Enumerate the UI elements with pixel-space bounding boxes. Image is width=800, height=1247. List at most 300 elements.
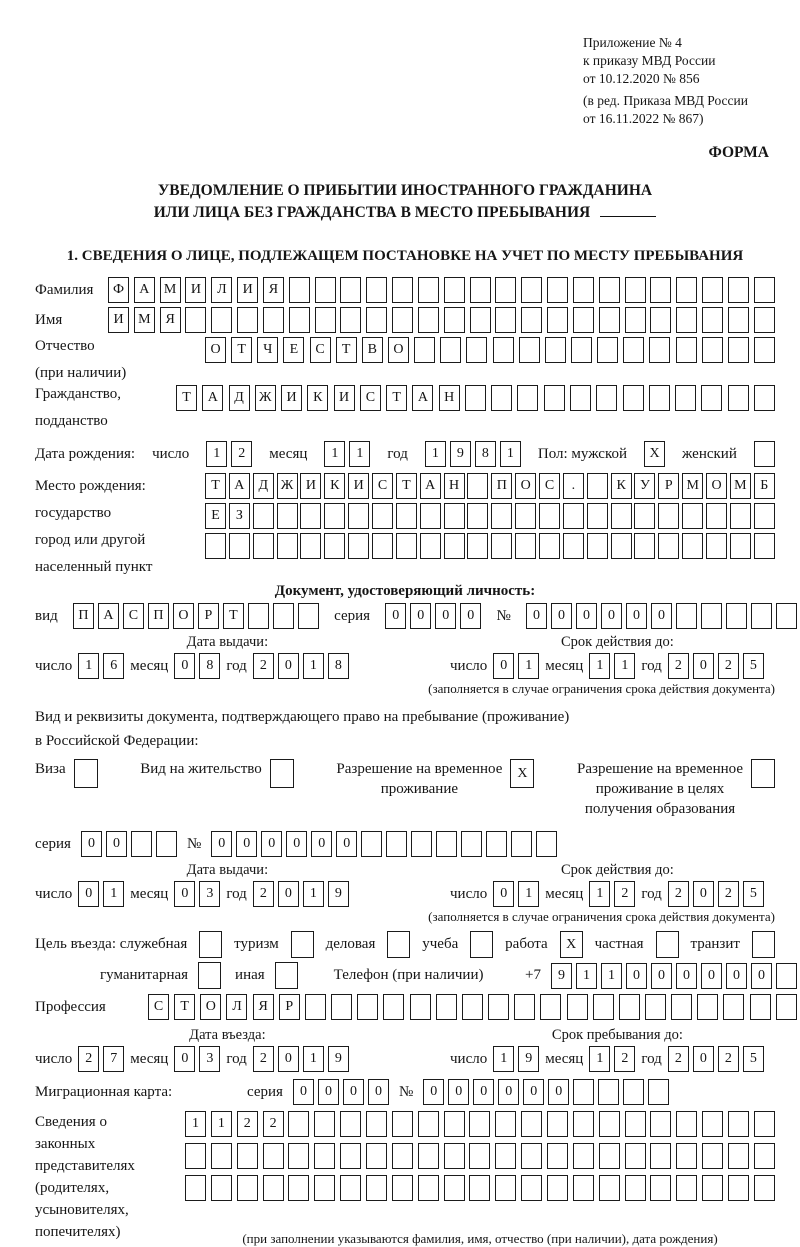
char-box[interactable] (702, 1175, 723, 1201)
char-box[interactable]: 0 (601, 603, 622, 629)
char-box[interactable] (361, 831, 382, 857)
char-box[interactable] (751, 603, 772, 629)
char-box[interactable]: 2 (668, 881, 689, 907)
char-box[interactable]: 0 (336, 831, 357, 857)
char-box[interactable] (776, 963, 797, 989)
char-box[interactable] (198, 962, 221, 989)
char-box[interactable]: 0 (651, 603, 672, 629)
char-box[interactable] (237, 1175, 258, 1201)
char-box[interactable]: Т (386, 385, 407, 411)
char-box[interactable]: М (134, 307, 155, 333)
char-box[interactable]: И (108, 307, 129, 333)
char-box[interactable] (702, 337, 723, 363)
char-box[interactable]: 2 (263, 1111, 284, 1137)
char-box[interactable]: 0 (523, 1079, 544, 1105)
char-box[interactable]: 9 (328, 881, 349, 907)
char-box[interactable] (611, 503, 632, 529)
char-box[interactable] (469, 1175, 490, 1201)
permit-valid-year[interactable] (668, 881, 764, 907)
char-box[interactable]: Д (253, 473, 274, 499)
doc-valid-year[interactable] (668, 653, 764, 679)
checkbox-humanitarian[interactable] (198, 962, 221, 989)
char-box[interactable]: 0 (410, 603, 431, 629)
char-box[interactable] (539, 503, 560, 529)
char-box[interactable]: О (706, 473, 727, 499)
char-box[interactable] (649, 385, 670, 411)
char-box[interactable]: П (491, 473, 512, 499)
char-box[interactable]: О (200, 994, 221, 1020)
char-box[interactable] (495, 277, 516, 303)
char-box[interactable] (598, 1079, 619, 1105)
char-box[interactable] (656, 931, 679, 958)
char-box[interactable] (314, 1175, 335, 1201)
char-box[interactable] (573, 277, 594, 303)
char-box[interactable] (750, 994, 771, 1020)
migration-number-boxes[interactable] (423, 1079, 669, 1105)
char-box[interactable] (495, 1175, 516, 1201)
char-box[interactable]: 0 (174, 653, 195, 679)
char-box[interactable]: 6 (103, 653, 124, 679)
char-box[interactable] (289, 277, 310, 303)
char-box[interactable] (751, 759, 775, 788)
char-box[interactable] (519, 337, 540, 363)
char-box[interactable] (593, 994, 614, 1020)
char-box[interactable] (676, 307, 697, 333)
char-box[interactable] (623, 337, 644, 363)
char-box[interactable]: Л (211, 277, 232, 303)
doc-issue-day[interactable] (78, 653, 124, 679)
char-box[interactable] (587, 503, 608, 529)
char-box[interactable] (444, 277, 465, 303)
char-box[interactable] (386, 831, 407, 857)
char-box[interactable]: 1 (589, 1046, 610, 1072)
birthplace-row3-boxes[interactable] (205, 533, 775, 559)
char-box[interactable]: 1 (206, 441, 227, 467)
char-box[interactable]: 9 (551, 963, 572, 989)
char-box[interactable]: И (237, 277, 258, 303)
representatives-row2-boxes[interactable] (185, 1143, 775, 1169)
char-box[interactable] (366, 277, 387, 303)
char-box[interactable]: М (160, 277, 181, 303)
char-box[interactable] (702, 1143, 723, 1169)
char-box[interactable]: П (148, 603, 169, 629)
char-box[interactable] (237, 1143, 258, 1169)
char-box[interactable] (658, 533, 679, 559)
char-box[interactable] (634, 503, 655, 529)
char-box[interactable]: 8 (475, 441, 496, 467)
stay-year[interactable] (668, 1046, 764, 1072)
char-box[interactable] (515, 503, 536, 529)
char-box[interactable] (466, 337, 487, 363)
char-box[interactable]: 1 (349, 441, 370, 467)
char-box[interactable]: Я (263, 277, 284, 303)
char-box[interactable]: 1 (493, 1046, 514, 1072)
char-box[interactable]: И (334, 385, 355, 411)
char-box[interactable] (273, 603, 294, 629)
char-box[interactable] (728, 277, 749, 303)
char-box[interactable] (650, 277, 671, 303)
char-box[interactable] (650, 1175, 671, 1201)
char-box[interactable]: 0 (174, 1046, 195, 1072)
char-box[interactable] (185, 1143, 206, 1169)
permit-valid-month[interactable] (589, 881, 635, 907)
char-box[interactable] (340, 1175, 361, 1201)
char-box[interactable] (573, 1143, 594, 1169)
entry-year[interactable] (253, 1046, 349, 1072)
char-box[interactable]: 0 (473, 1079, 494, 1105)
char-box[interactable] (625, 1111, 646, 1137)
char-box[interactable] (444, 1143, 465, 1169)
char-box[interactable] (372, 503, 393, 529)
char-box[interactable]: 1 (211, 1111, 232, 1137)
char-box[interactable]: 0 (343, 1079, 364, 1105)
surname-boxes[interactable] (108, 277, 775, 303)
char-box[interactable]: 0 (286, 831, 307, 857)
char-box[interactable] (444, 503, 465, 529)
char-box[interactable]: 2 (231, 441, 252, 467)
char-box[interactable]: 0 (318, 1079, 339, 1105)
char-box[interactable]: 1 (303, 881, 324, 907)
char-box[interactable]: У (634, 473, 655, 499)
char-box[interactable] (547, 1143, 568, 1169)
char-box[interactable]: А (134, 277, 155, 303)
char-box[interactable] (540, 994, 561, 1020)
char-box[interactable] (754, 1111, 775, 1137)
char-box[interactable] (418, 1143, 439, 1169)
stay-day[interactable] (493, 1046, 539, 1072)
phone-boxes[interactable] (551, 963, 797, 989)
char-box[interactable] (723, 994, 744, 1020)
char-box[interactable] (671, 994, 692, 1020)
char-box[interactable] (289, 307, 310, 333)
char-box[interactable] (517, 385, 538, 411)
char-box[interactable] (436, 994, 457, 1020)
char-box[interactable] (444, 1175, 465, 1201)
char-box[interactable] (539, 533, 560, 559)
birth-day-boxes[interactable] (206, 441, 252, 467)
char-box[interactable] (357, 994, 378, 1020)
char-box[interactable] (418, 307, 439, 333)
char-box[interactable] (728, 1111, 749, 1137)
char-box[interactable] (625, 1175, 646, 1201)
char-box[interactable] (340, 277, 361, 303)
char-box[interactable] (611, 533, 632, 559)
char-box[interactable]: 0 (368, 1079, 389, 1105)
char-box[interactable]: Т (176, 385, 197, 411)
char-box[interactable] (675, 385, 696, 411)
char-box[interactable] (599, 277, 620, 303)
checkbox-other[interactable] (275, 962, 298, 989)
char-box[interactable]: 9 (328, 1046, 349, 1072)
char-box[interactable] (573, 1111, 594, 1137)
char-box[interactable] (300, 503, 321, 529)
char-box[interactable]: Д (229, 385, 250, 411)
char-box[interactable]: 2 (78, 1046, 99, 1072)
char-box[interactable] (702, 1111, 723, 1137)
char-box[interactable]: О (205, 337, 226, 363)
char-box[interactable] (623, 1079, 644, 1105)
char-box[interactable] (291, 931, 314, 958)
char-box[interactable] (314, 1143, 335, 1169)
char-box[interactable] (340, 307, 361, 333)
checkbox-gender-male[interactable] (644, 441, 665, 467)
char-box[interactable]: Р (198, 603, 219, 629)
char-box[interactable] (573, 1079, 594, 1105)
char-box[interactable]: 0 (626, 603, 647, 629)
char-box[interactable] (754, 533, 775, 559)
char-box[interactable] (469, 1143, 490, 1169)
char-box[interactable]: Т (336, 337, 357, 363)
checkbox-visa[interactable] (74, 759, 98, 788)
char-box[interactable]: 1 (185, 1111, 206, 1137)
char-box[interactable]: 0 (693, 1046, 714, 1072)
doc-series-boxes[interactable] (385, 603, 481, 629)
char-box[interactable]: О (515, 473, 536, 499)
char-box[interactable] (730, 533, 751, 559)
char-box[interactable] (545, 337, 566, 363)
char-box[interactable] (211, 1143, 232, 1169)
char-box[interactable]: Я (253, 994, 274, 1020)
char-box[interactable] (645, 994, 666, 1020)
checkbox-study[interactable] (470, 931, 493, 958)
char-box[interactable] (288, 1143, 309, 1169)
char-box[interactable]: Ф (108, 277, 129, 303)
char-box[interactable] (205, 533, 226, 559)
char-box[interactable] (682, 533, 703, 559)
char-box[interactable]: 0 (676, 963, 697, 989)
char-box[interactable]: 0 (701, 963, 722, 989)
char-box[interactable]: 0 (423, 1079, 444, 1105)
char-box[interactable] (436, 831, 457, 857)
char-box[interactable] (701, 603, 722, 629)
char-box[interactable] (229, 533, 250, 559)
char-box[interactable]: 1 (324, 441, 345, 467)
checkbox-residence-permit[interactable] (270, 759, 294, 788)
char-box[interactable] (754, 1143, 775, 1169)
entry-day[interactable] (78, 1046, 124, 1072)
char-box[interactable]: 1 (589, 653, 610, 679)
doc-type-boxes[interactable] (73, 603, 319, 629)
char-box[interactable]: 2 (718, 653, 739, 679)
char-box[interactable] (410, 994, 431, 1020)
char-box[interactable] (597, 337, 618, 363)
char-box[interactable]: 1 (103, 881, 124, 907)
char-box[interactable] (521, 1175, 542, 1201)
char-box[interactable] (392, 1111, 413, 1137)
char-box[interactable]: . (563, 473, 584, 499)
birth-month-boxes[interactable] (324, 441, 370, 467)
char-box[interactable]: 3 (199, 1046, 220, 1072)
char-box[interactable]: А (229, 473, 250, 499)
char-box[interactable]: 2 (253, 1046, 274, 1072)
char-box[interactable]: 0 (751, 963, 772, 989)
char-box[interactable] (625, 277, 646, 303)
char-box[interactable] (467, 533, 488, 559)
char-box[interactable] (521, 277, 542, 303)
char-box[interactable] (682, 503, 703, 529)
char-box[interactable]: 1 (500, 441, 521, 467)
char-box[interactable]: 2 (668, 1046, 689, 1072)
char-box[interactable]: Ж (255, 385, 276, 411)
char-box[interactable] (596, 385, 617, 411)
permit-valid-day[interactable] (493, 881, 539, 907)
char-box[interactable] (728, 1175, 749, 1201)
char-box[interactable]: 2 (614, 881, 635, 907)
char-box[interactable] (776, 994, 797, 1020)
char-box[interactable]: 0 (81, 831, 102, 857)
char-box[interactable]: 1 (303, 653, 324, 679)
char-box[interactable] (495, 1111, 516, 1137)
doc-valid-month[interactable] (589, 653, 635, 679)
char-box[interactable] (324, 533, 345, 559)
birth-year-boxes[interactable] (425, 441, 521, 467)
char-box[interactable]: 1 (425, 441, 446, 467)
entry-month[interactable] (174, 1046, 220, 1072)
char-box[interactable] (392, 307, 413, 333)
char-box[interactable] (366, 307, 387, 333)
char-box[interactable]: 9 (518, 1046, 539, 1072)
char-box[interactable] (547, 277, 568, 303)
checkbox-temp-residence[interactable] (510, 759, 534, 788)
char-box[interactable] (491, 533, 512, 559)
char-box[interactable] (275, 962, 298, 989)
permit-number-boxes[interactable] (211, 831, 557, 857)
char-box[interactable] (521, 1143, 542, 1169)
char-box[interactable]: Р (658, 473, 679, 499)
char-box[interactable] (366, 1175, 387, 1201)
char-box[interactable] (263, 1175, 284, 1201)
checkbox-service[interactable] (199, 931, 222, 958)
char-box[interactable] (199, 931, 222, 958)
char-box[interactable]: 0 (493, 881, 514, 907)
char-box[interactable] (547, 1175, 568, 1201)
char-box[interactable] (634, 533, 655, 559)
char-box[interactable] (676, 337, 697, 363)
char-box[interactable]: С (148, 994, 169, 1020)
char-box[interactable] (623, 385, 644, 411)
char-box[interactable] (248, 603, 269, 629)
char-box[interactable] (444, 307, 465, 333)
char-box[interactable]: А (420, 473, 441, 499)
representatives-row3-boxes[interactable] (185, 1175, 775, 1201)
char-box[interactable]: 0 (526, 603, 547, 629)
char-box[interactable]: 2 (253, 881, 274, 907)
char-box[interactable]: 1 (589, 881, 610, 907)
char-box[interactable] (486, 831, 507, 857)
char-box[interactable]: К (307, 385, 328, 411)
char-box[interactable] (387, 931, 410, 958)
char-box[interactable] (298, 603, 319, 629)
char-box[interactable]: 0 (651, 963, 672, 989)
char-box[interactable] (185, 307, 206, 333)
birthplace-row2-boxes[interactable] (205, 503, 775, 529)
char-box[interactable] (392, 1175, 413, 1201)
char-box[interactable] (253, 533, 274, 559)
char-box[interactable]: 5 (743, 881, 764, 907)
char-box[interactable] (131, 831, 152, 857)
char-box[interactable]: Я (160, 307, 181, 333)
char-box[interactable] (444, 1111, 465, 1137)
char-box[interactable] (728, 307, 749, 333)
char-box[interactable] (418, 1111, 439, 1137)
char-box[interactable] (625, 1143, 646, 1169)
char-box[interactable]: 2 (668, 653, 689, 679)
char-box[interactable]: 0 (174, 881, 195, 907)
char-box[interactable]: В (362, 337, 383, 363)
char-box[interactable] (440, 337, 461, 363)
char-box[interactable]: 0 (385, 603, 406, 629)
char-box[interactable]: О (388, 337, 409, 363)
char-box[interactable] (288, 1175, 309, 1201)
char-box[interactable]: Л (226, 994, 247, 1020)
char-box[interactable]: И (300, 473, 321, 499)
char-box[interactable]: Т (174, 994, 195, 1020)
char-box[interactable]: 2 (614, 1046, 635, 1072)
char-box[interactable] (658, 503, 679, 529)
char-box[interactable] (587, 473, 608, 499)
char-box[interactable]: С (539, 473, 560, 499)
char-box[interactable]: 0 (493, 653, 514, 679)
char-box[interactable] (650, 1143, 671, 1169)
char-box[interactable]: А (412, 385, 433, 411)
char-box[interactable] (396, 533, 417, 559)
char-box[interactable] (706, 533, 727, 559)
char-box[interactable]: 0 (435, 603, 456, 629)
patronymic-boxes[interactable] (205, 337, 775, 363)
char-box[interactable]: 0 (236, 831, 257, 857)
char-box[interactable]: 0 (106, 831, 127, 857)
char-box[interactable]: 0 (693, 653, 714, 679)
char-box[interactable] (728, 1143, 749, 1169)
char-box[interactable] (726, 603, 747, 629)
char-box[interactable]: И (281, 385, 302, 411)
char-box[interactable] (567, 994, 588, 1020)
char-box[interactable] (752, 931, 775, 958)
doc-issue-month[interactable] (174, 653, 220, 679)
char-box[interactable] (493, 337, 514, 363)
char-box[interactable] (392, 1143, 413, 1169)
char-box[interactable] (277, 533, 298, 559)
char-box[interactable] (469, 1111, 490, 1137)
char-box[interactable]: Е (205, 503, 226, 529)
char-box[interactable] (74, 759, 98, 788)
char-box[interactable] (495, 307, 516, 333)
char-box[interactable]: 2 (718, 1046, 739, 1072)
char-box[interactable] (263, 307, 284, 333)
char-box[interactable]: 0 (551, 603, 572, 629)
char-box[interactable]: 0 (548, 1079, 569, 1105)
char-box[interactable] (754, 277, 775, 303)
char-box[interactable]: З (229, 503, 250, 529)
char-box[interactable] (300, 533, 321, 559)
char-box[interactable] (211, 307, 232, 333)
char-box[interactable] (649, 337, 670, 363)
char-box[interactable] (420, 503, 441, 529)
char-box[interactable] (314, 1111, 335, 1137)
char-box[interactable]: Б (754, 473, 775, 499)
checkbox-work[interactable] (560, 931, 583, 958)
char-box[interactable] (754, 1175, 775, 1201)
doc-issue-year[interactable] (253, 653, 349, 679)
char-box[interactable]: С (372, 473, 393, 499)
char-box[interactable]: 0 (693, 881, 714, 907)
char-box[interactable]: 0 (278, 881, 299, 907)
char-box[interactable] (650, 307, 671, 333)
char-box[interactable]: 0 (726, 963, 747, 989)
char-box[interactable] (702, 277, 723, 303)
char-box[interactable]: Н (439, 385, 460, 411)
char-box[interactable] (348, 533, 369, 559)
